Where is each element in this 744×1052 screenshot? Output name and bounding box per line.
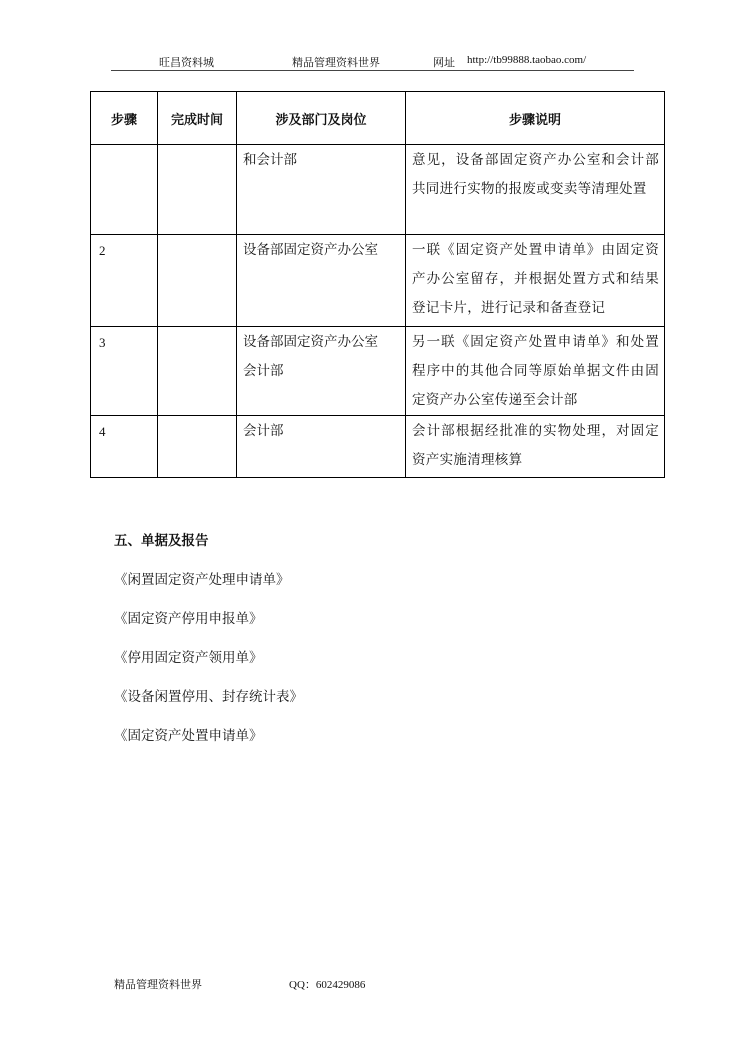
cell-dept-line: 设备部固定资产办公室 — [243, 334, 378, 350]
page-footer — [114, 976, 366, 992]
cell-time — [158, 235, 237, 327]
col-header-step: 步骤 — [91, 92, 158, 145]
document-list — [114, 568, 303, 763]
cell-dept: 会计部 — [237, 416, 406, 478]
footer-qq-label: QQ： — [289, 979, 316, 991]
list-item: 《固定资产停用申报单》 — [114, 611, 263, 627]
col-header-desc: 步骤说明 — [406, 92, 665, 145]
cell-desc: 另一联《固定资产处置申请单》和处置程序中的其他合同等原始单据文件由固定资产办公室传递至会计部 — [406, 327, 665, 416]
list-item: 《停用固定资产领用单》 — [114, 650, 263, 666]
cell-time — [158, 145, 237, 235]
footer-world-name: 精品管理资料世界 — [114, 978, 202, 991]
table-row — [91, 327, 665, 416]
cell-dept-line: 会计部 — [243, 363, 284, 379]
table-row — [91, 145, 665, 235]
header-world-name: 精品管理资料世界 — [292, 56, 380, 69]
cell-time — [158, 416, 237, 478]
col-header-dept: 涉及部门及岗位 — [237, 92, 406, 145]
header-url-label: 网址 — [433, 56, 455, 69]
cell-dept: 设备部固定资产办公室 — [237, 235, 406, 327]
col-header-time: 完成时间 — [158, 92, 237, 145]
process-table — [90, 91, 665, 478]
cell-step — [91, 145, 158, 235]
cell-desc: 会计部根据经批准的实物处理，对固定资产实施清理核算 — [406, 416, 665, 478]
cell-dept: 和会计部 — [237, 145, 406, 235]
section-title: 五、单据及报告 — [114, 533, 209, 549]
table-row — [91, 416, 665, 478]
cell-desc: 一联《固定资产处置申请单》由固定资产办公室留存，并根据处置方式和结果登记卡片，进行记录和备查登记 — [406, 235, 665, 327]
cell-step: 2 — [91, 235, 158, 327]
cell-step: 3 — [91, 327, 158, 416]
cell-step: 4 — [91, 416, 158, 478]
list-item: 《设备闲置停用、封存统计表》 — [114, 689, 303, 705]
list-item: 《闲置固定资产处理申请单》 — [114, 572, 290, 588]
cell-dept — [237, 327, 406, 416]
header-url[interactable]: http://tb99888.taobao.com/ — [467, 54, 587, 66]
list-item: 《固定资产处置申请单》 — [114, 728, 263, 744]
table-header-row — [91, 92, 665, 145]
footer-qq-number: 602429086 — [315, 979, 366, 991]
header-site-name: 旺昌资料城 — [159, 56, 214, 69]
table-row — [91, 235, 665, 327]
cell-time — [158, 327, 237, 416]
footer-qq — [289, 976, 365, 992]
page-header — [111, 52, 634, 71]
cell-desc: 意见，设备部固定资产办公室和会计部共同进行实物的报废或变卖等清理处置 — [406, 145, 665, 235]
